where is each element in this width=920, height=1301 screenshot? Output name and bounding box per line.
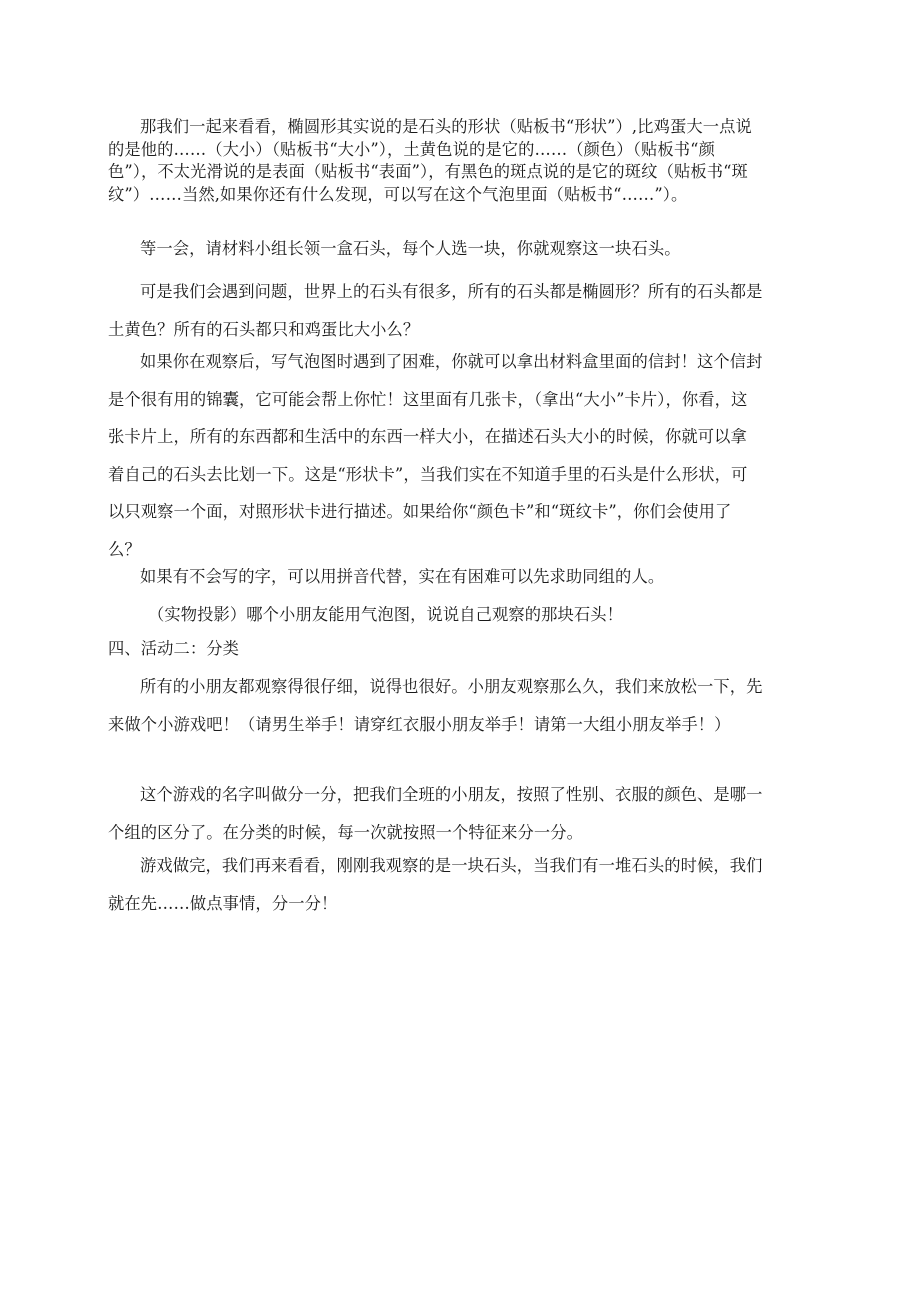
paragraph-material-group: 等一会，请材料小组长领一盒石头，每个人选一块，你就观察这一块石头。 (140, 239, 681, 258)
paragraph-board-notes: 那我们一起来看看，椭圆形其实说的是石头的形状（贴板书“形状”）,比鸡蛋大一点说的是他的……（大小）（贴板书“大小”），土黄色说的是它的……（颜色）（贴板书“颜色”），不太光滑说的是表面（贴板书“表面”），有黑色的斑点说的是它的斑纹（贴板书“斑纹”）……当然,如果你还有什么发现，可以写在这个气泡里面（贴板书“……”）。 (108, 117, 752, 205)
paragraph-envelope-cards: 如果你在观察后，写气泡图时遇到了困难，你就可以拿出材料盒里面的信封！这个信封是个很有用的锦囊，它可能会帮上你忙！这里面有几张卡，（拿出“大小”卡片），你看，这张卡片上，所有的东西都和生活中的东西一样大小，在描述石头大小的时候，你就可以拿着自己的石头去比划一下。这是“形状卡”，当我们实在不知道手里的石头是什么形状，可以只观察一个面，对照形状卡进行描述。如果给你“颜色卡”和“斑纹卡”，你们会使用了么？ (108, 352, 763, 559)
section-heading-activity-two: 四、活动二：分类 (108, 639, 240, 658)
paragraph-problem: 可是我们会遇到问题，世界上的石头有很多，所有的石头都是椭圆形？所有的石头都是土黄色？所有的石头都只和鸡蛋比大小么？ (108, 282, 763, 339)
paragraph-pinyin: 如果有不会写的字，可以用拼音代替，实在有困难可以先求助同组的人。 (140, 567, 665, 586)
paragraph-game-done: 游戏做完，我们再来看看，刚刚我观察的是一块石头，当我们有一堆石头的时候，我们就在先……做点事情，分一分！ (108, 856, 763, 913)
paragraph-projection: （实物投影）哪个小朋友能用气泡图，说说自己观察的那块石头！ (148, 605, 624, 624)
paragraph-game-name: 这个游戏的名字叫做分一分，把我们全班的小朋友，按照了性别、衣服的颜色、是哪一个组的区分了。在分类的时候，每一次就按照一个特征来分一分。 (108, 785, 763, 842)
paragraph-game-intro: 所有的小朋友都观察得很仔细，说得也很好。小朋友观察那么久，我们来放松一下，先来做个小游戏吧！（请男生举手！请穿红衣服小朋友举手！请第一大组小朋友举手！） (108, 677, 763, 734)
